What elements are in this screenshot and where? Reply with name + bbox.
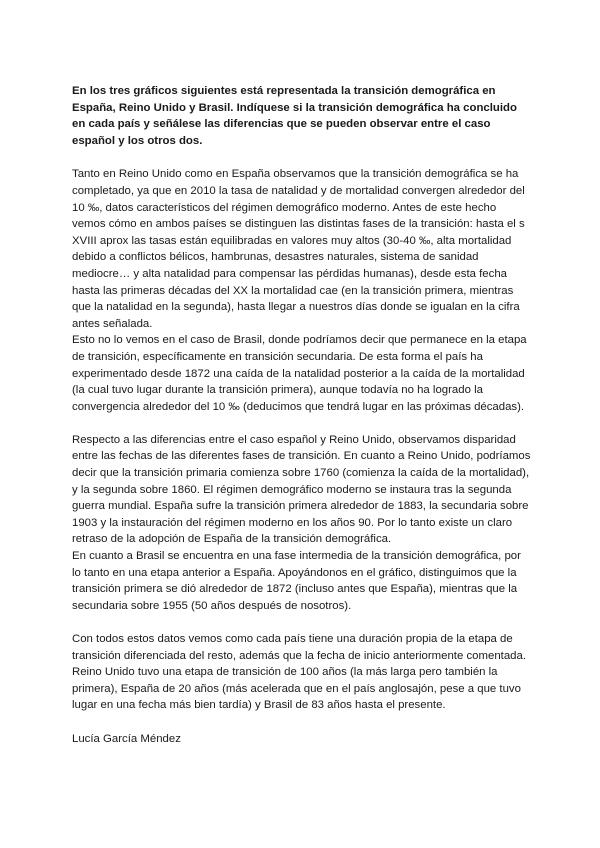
answer-paragraph-2: Esto no lo vemos en el caso de Brasil, donde podríamos decir que permanece en la etapa de transición, específicamente en transición secundaria. De esta forma el país ha experimentado desde 1872 una caída de la natalidad posterior a la caída de la mortalidad (la cual tuvo lugar durante la transición primera), aunque todavía no ha logrado la convergencia alrededor del 10 ‰ (deducimos que tendrá lugar en las próximas décadas). (72, 334, 527, 413)
document-body (72, 83, 532, 747)
paragraph-spacer (72, 614, 532, 631)
answer-paragraph-4: En cuanto a Brasil se encuentra en una fase intermedia de la transición demográfica, por lo tanto en una etapa anterior a España. Apoyándonos en el gráfico, distinguimos que la transición primera se dió alrededor de 1872 (incluso antes que España), mientras que la secundaria sobre 1955 (50 años después de nosotros). (72, 550, 521, 612)
question-text: En los tres gráficos siguientes está representada la transición demográfica en España, Reino Unido y Brasil. Indíquese si la transición demográfica ha concluido en cada país y señálese las diferencias que se pueden observar entre el caso español y los otros dos. (72, 85, 517, 147)
answer-paragraph-3: Respecto a las diferencias entre el caso español y Reino Unido, observamos disparidad entre las fechas de las diferentes fases de transición. En cuanto a Reino Unido, podríamos decir que la transición primaria comienza sobre 1760 (comienza la caída de la mortalidad), y la segunda sobre 1860. El régimen demográfico moderno se instaura tras la segunda guerra mundial. España sufre la transición primera alrededor de 1883, la secundaria sobre 1903 y la instauración del régimen moderno en los años 90. Por lo tanto existe un claro retraso de la adopción de España de la transición demográfica. (72, 433, 531, 546)
paragraph-spacer (72, 415, 532, 432)
answer-paragraph-5: Con todos estos datos vemos como cada país tiene una duración propia de la etapa de transición diferenciada del resto, además que la fecha de inicio anteriormente comentada. Reino Unido tuvo una etapa de transición de 100 años (la más larga pero también la primera), España de 20 años (más acelerada que en el país anglosajón, pese a que tuvo lugar en una fecha más bien tardía) y Brasil de 83 años hasta el presente. (72, 633, 526, 712)
answer-paragraph-1: Tanto en Reino Unido como en España observamos que la transición demográfica se ha completado, ya que en 2010 la tasa de natalidad y de mortalidad convergen alrededor del 10 ‰, datos característicos del régimen demográfico moderno. Antes de este hecho vemos cómo en ambos países se distinguen las distintas fases de la transición: hasta el s XVIII aprox las tasas están equilibradas en valores muy altos (30-40 ‰, alta mortalidad debido a conflictos bélicos, hambrunas, desastres naturales, sistema de sanidad mediocre… y alta natalidad para compensar las pérdidas humanas), desde esta fecha hasta las primeras décadas del XX la mortalidad cae (en la transición primera, mientras que la natalidad en la segunda), hasta llegar a nuestros días donde se igualan en la cifra antes señalada. (72, 168, 525, 330)
author-signature: Lucía García Méndez (72, 732, 181, 745)
paragraph-spacer (72, 714, 532, 731)
